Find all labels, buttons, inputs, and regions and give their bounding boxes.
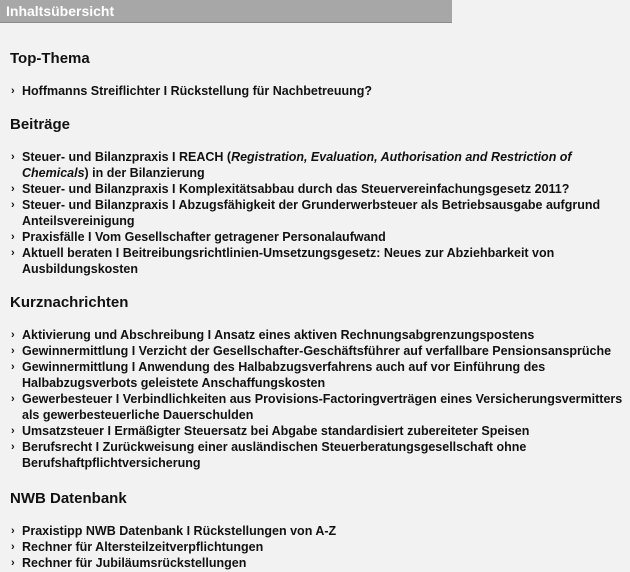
list-item[interactable] (10, 391, 628, 423)
list-item[interactable] (10, 423, 628, 439)
chevron-right-icon: › (11, 329, 15, 341)
item-link[interactable]: Gewerbesteuer I Verbindlichkeiten aus Provisions-Factoringverträgen eines Versicherungsvermitters als gewerbesteuerliche Dauerschulden (22, 392, 623, 422)
item-text-post: ) in der Bilanzierung (84, 166, 205, 180)
item-link[interactable]: Rechner für Jubiläumsrückstellungen (22, 556, 247, 570)
list-item[interactable] (10, 523, 628, 539)
chevron-right-icon: › (11, 85, 15, 97)
list-item[interactable] (10, 149, 628, 181)
item-link[interactable]: Praxistipp NWB Datenbank I Rückstellungen von A-Z (22, 524, 337, 538)
header-bar (0, 0, 452, 23)
section-top-thema (10, 50, 628, 99)
chevron-right-icon: › (11, 345, 15, 357)
item-link[interactable]: Rechner für Altersteilzeitverpflichtungen (22, 540, 264, 554)
list-item[interactable] (10, 343, 628, 359)
list-item[interactable] (10, 229, 628, 245)
list-item[interactable] (10, 327, 628, 343)
chevron-right-icon: › (11, 425, 15, 437)
chevron-right-icon: › (11, 183, 15, 195)
list-item[interactable] (10, 197, 628, 229)
item-link[interactable] (22, 150, 572, 180)
item-link[interactable]: Hoffmanns Streiflichter I Rückstellung für Nachbetreuung? (22, 84, 373, 98)
chevron-right-icon: › (11, 361, 15, 373)
chevron-right-icon: › (11, 541, 15, 553)
item-link[interactable]: Aktuell beraten I Beitreibungsrichtlinien-Umsetzungsgesetz: Neues zur Abziehbarkeit von Ausbildungskosten (22, 246, 555, 276)
item-text-italic: Registration, Evaluation, Authorisation and Restriction of Chemicals (22, 150, 572, 180)
chevron-right-icon: › (11, 525, 15, 537)
item-text-pre: Steuer- und Bilanzpraxis I REACH ( (22, 150, 232, 164)
chevron-right-icon: › (11, 151, 15, 163)
chevron-right-icon: › (11, 199, 15, 211)
list-item[interactable] (10, 181, 628, 197)
list-item[interactable] (10, 539, 628, 555)
list-item[interactable] (10, 245, 628, 277)
section-title: Kurznachrichten (10, 294, 129, 311)
item-link[interactable]: Umsatzsteuer I Ermäßigter Steuersatz bei Abgabe standardisiert zubereiteter Speisen (22, 424, 530, 438)
item-link[interactable]: Steuer- und Bilanzpraxis I Komplexitätsabbau durch das Steuervereinfachungsgesetz 2011? (22, 182, 570, 196)
chevron-right-icon: › (11, 231, 15, 243)
item-link[interactable]: Aktivierung und Abschreibung I Ansatz eines aktiven Rechnungsabgrenzungspostens (22, 328, 535, 342)
section-title: Beiträge (10, 116, 71, 133)
item-link[interactable]: Gewinnermittlung I Anwendung des Halbabzugsverfahrens auch auf vor Einführung des Halbabzugsverbots geleistete Anschaffungskosten (22, 360, 546, 390)
page-title: Inhaltsübersicht (6, 3, 115, 19)
section-title: Top-Thema (10, 50, 90, 67)
chevron-right-icon: › (11, 393, 15, 405)
section-nwb-datenbank (10, 490, 628, 571)
item-link[interactable]: Steuer- und Bilanzpraxis I Abzugsfähigkeit der Grunderwerbsteuer als Betriebsausgabe aufgrund Anteilsvereinigung (22, 198, 601, 228)
list-item[interactable] (10, 83, 628, 99)
section-beitraege (10, 116, 628, 277)
chevron-right-icon: › (11, 247, 15, 259)
item-link[interactable]: Berufsrecht I Zurückweisung einer ausländischen Steuerberatungsgesellschaft ohne Berufshaftpflichtversicherung (22, 440, 527, 470)
item-link[interactable]: Gewinnermittlung I Verzicht der Gesellschafter-Geschäftsführer auf verfallbare Pensionsansprüche (22, 344, 612, 358)
chevron-right-icon: › (11, 441, 15, 453)
list-item[interactable] (10, 555, 628, 571)
list-item[interactable] (10, 359, 628, 391)
section-kurznachrichten (10, 294, 628, 471)
list-item[interactable] (10, 439, 628, 471)
section-title: NWB Datenbank (10, 490, 127, 507)
item-link[interactable]: Praxisfälle I Vom Gesellschafter getragener Personalaufwand (22, 230, 386, 244)
chevron-right-icon: › (11, 557, 15, 569)
